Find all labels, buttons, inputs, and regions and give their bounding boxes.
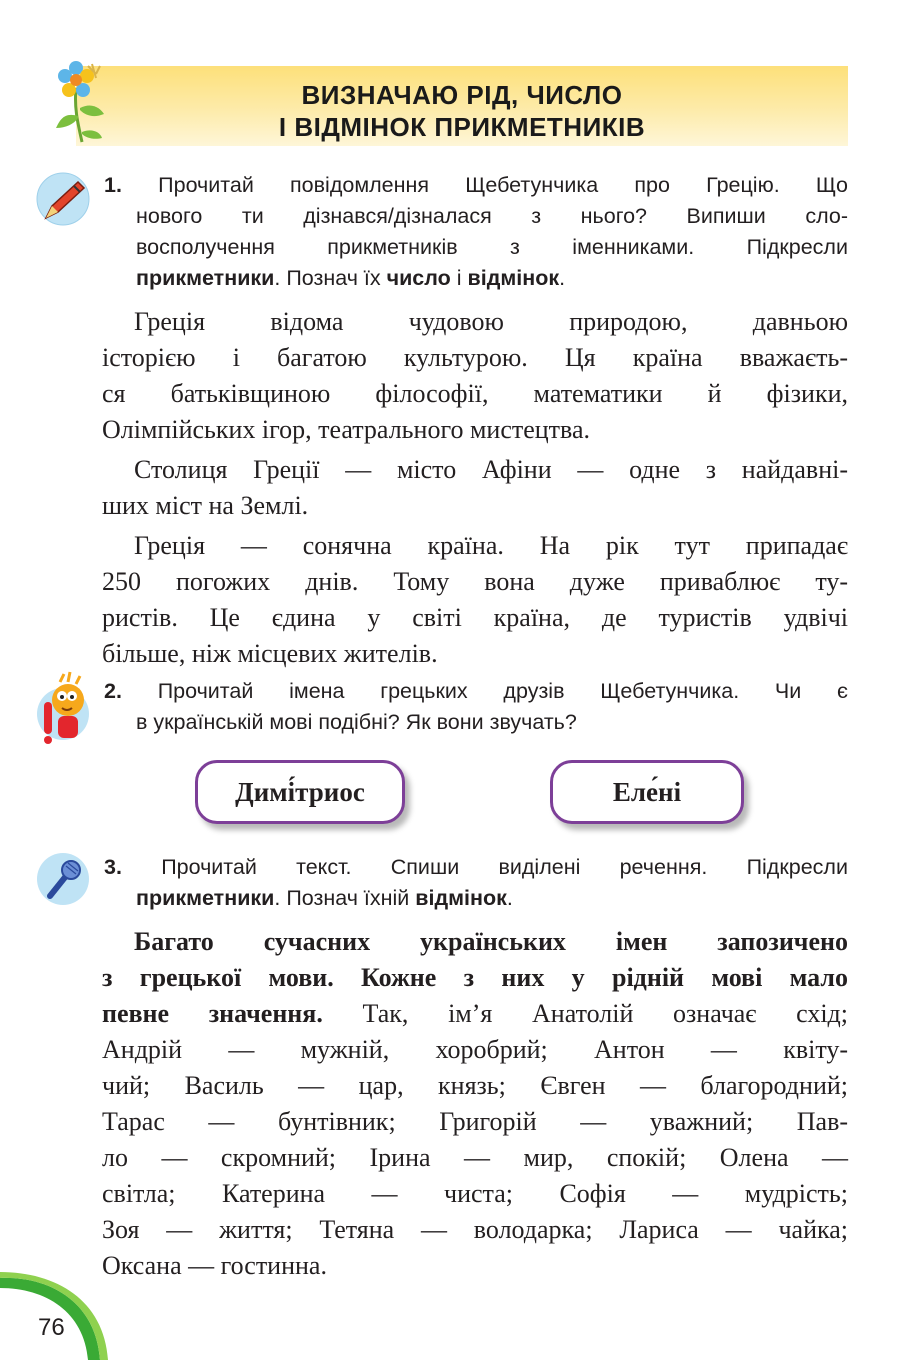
text-line: Столиця Греції — місто Афіни — одне з найдавні- xyxy=(134,455,848,484)
text-line-bold xyxy=(102,924,848,960)
task-number: 3. xyxy=(104,855,122,879)
title-band xyxy=(76,66,848,146)
keyword: відмінок xyxy=(415,886,507,910)
text-line: 250 погожих днів. Тому вона дуже приваблює ту- xyxy=(102,567,848,596)
text-line: Греція відома чудовою природою, давньою xyxy=(134,307,848,336)
text-line: чий; Василь — цар, князь; Євген — благородний; xyxy=(102,1071,848,1100)
task-1-instruction xyxy=(104,170,848,294)
text-line: світла; Катерина — чиста; Софія — мудрість; xyxy=(102,1179,848,1208)
text-line xyxy=(102,996,848,1032)
pen-icon xyxy=(36,172,90,226)
task-number: 2. xyxy=(104,679,122,703)
text-line: Андрій — мужній, хоробрий; Антон — квіту- xyxy=(102,1035,848,1064)
greece-text xyxy=(102,304,848,672)
text-line: Зоя — життя; Тетяна — володарка; Лариса — чайка; xyxy=(102,1215,848,1244)
text-line: ших міст на Землі. xyxy=(102,491,309,520)
highlighted-sentence: з грецької мови. Кожне з них у рідній мові мало xyxy=(102,963,848,992)
task-1-line-4 xyxy=(104,263,848,294)
task-text: і xyxy=(450,266,468,290)
text-line: ристів. Це єдина у світі країна, де туристів удвічі xyxy=(102,603,848,632)
highlighted-sentence: Багато сучасних українських імен запозичено xyxy=(134,927,848,956)
text-line: ся батьківщиною філософії, математики й фізики, xyxy=(102,379,848,408)
microphone-icon xyxy=(36,852,90,906)
page-number: 76 xyxy=(38,1314,65,1341)
flower-icon xyxy=(52,58,108,144)
task-3-line-1 xyxy=(104,852,848,883)
task-text: Прочитай імена грецьких друзів Щебетунчика. Чи є xyxy=(157,679,848,703)
text-line: Оксана — гостинна. xyxy=(102,1251,327,1280)
task-text: Прочитай текст. Спиши виділені речення. Підкресли xyxy=(161,855,848,879)
text-line: ло — скромний; Ірина — мир, спокій; Олена — xyxy=(102,1143,848,1172)
names-text xyxy=(102,924,848,1284)
chatterbox-character-icon xyxy=(36,660,90,746)
task-2-line-2: в українській мові подібні? Як вони звучать? xyxy=(136,710,577,734)
task-text: . xyxy=(559,266,566,290)
text-line-bold xyxy=(102,960,848,996)
highlighted-sentence: певне значення. xyxy=(102,999,323,1028)
task-2-line-1 xyxy=(104,676,848,707)
text-line: Тарас — бунтівник; Григорій — уважний; Пав- xyxy=(102,1107,848,1136)
task-text: . xyxy=(506,886,513,910)
task-text: Прочитай повідомлення Щебетунчика про Грецію. Що xyxy=(158,173,848,197)
text-line: Греція — сонячна країна. На рік тут припадає xyxy=(134,531,848,560)
text-line: більше, ніж місцевих жителів. xyxy=(102,639,438,668)
text-line: історією і багатою культурою. Ця країна вважаєть- xyxy=(102,343,848,372)
text-line: Олімпійських ігор, театрального мистецтва. xyxy=(102,415,591,444)
keyword: прикметники xyxy=(136,886,275,910)
task-3-instruction xyxy=(104,852,848,914)
keyword: число xyxy=(386,266,451,290)
task-2-instruction xyxy=(104,676,848,738)
task-text: . Познач їхній xyxy=(274,886,416,910)
keyword: прикметники xyxy=(136,266,275,290)
task-1-line-1 xyxy=(104,170,848,201)
keyword: відмінок xyxy=(467,266,560,290)
page-title-line-1: ВИЗНАЧАЮ РІД, ЧИСЛО xyxy=(301,80,623,110)
task-number: 1. xyxy=(104,173,122,197)
name-card-eleni: Еле́ні xyxy=(550,760,744,824)
task-1-line-2: нового ти дізнався/дізналася з нього? Випиши сло- xyxy=(136,204,848,228)
task-text: . Познач їх xyxy=(274,266,387,290)
task-3-line-2 xyxy=(104,883,848,914)
page-title-line-2: І ВІДМІНОК ПРИКМЕТНИКІВ xyxy=(278,112,646,142)
name-card-dimitrios: Димі́триос xyxy=(195,760,405,824)
text-fragment: Так, ім’я Анатолій означає схід; xyxy=(322,999,848,1028)
task-1-line-3: восполучення прикметників з іменниками. Підкресли xyxy=(136,235,848,259)
